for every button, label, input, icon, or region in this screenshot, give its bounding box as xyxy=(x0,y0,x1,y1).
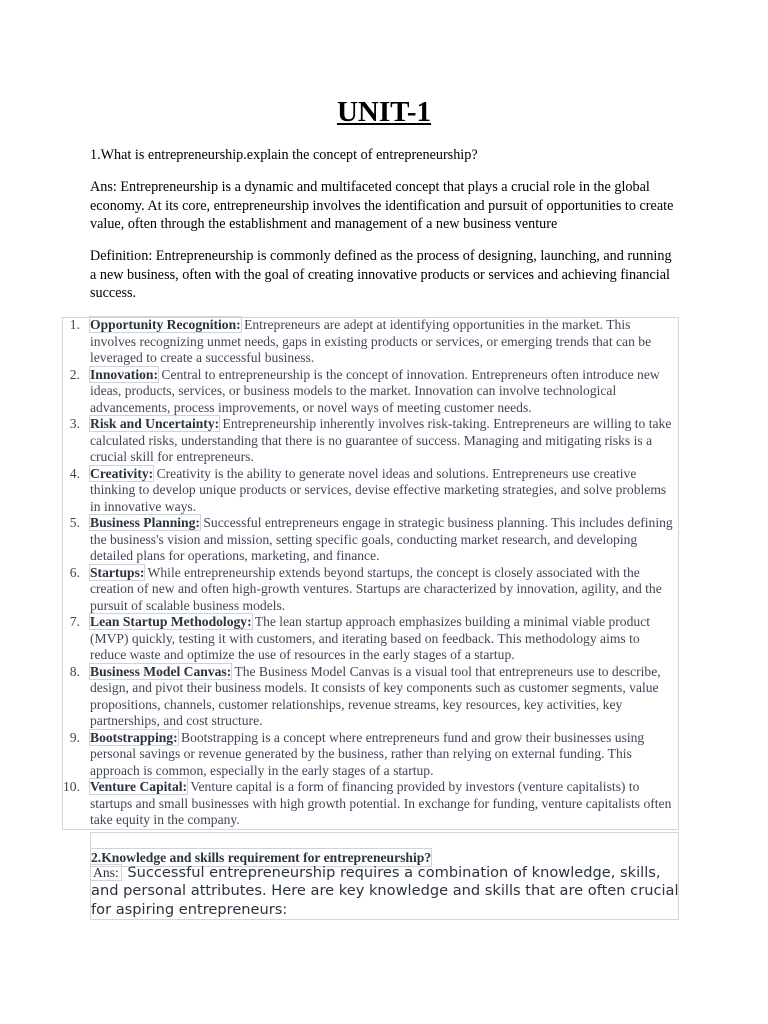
list-item-text: While entrepreneurship extends beyond startups, the concept is closely associated with the creation of new and often high-growth ventures. Startups are characterized by innovation, agility, and the pursuit of scalable business models. xyxy=(90,564,662,613)
list-item xyxy=(62,466,679,516)
list-item-number: 4. xyxy=(69,465,80,481)
list-item xyxy=(62,730,679,780)
concepts-list xyxy=(62,317,679,829)
list-item-term: Risk and Uncertainty: xyxy=(90,416,220,431)
list-item xyxy=(62,614,679,664)
answer-2-lead: Ans: xyxy=(93,865,119,880)
answer-1: Ans: Entrepreneurship is a dynamic and multifaceted concept that plays a crucial role in the global economy. At its core, entrepreneurship involves the identification and pursuit of opportunities to create value, often through the establishment and management of a new business venture xyxy=(90,179,674,233)
list-item-text: Central to entrepreneurship is the concept of innovation. Entrepreneurs often introduce new ideas, products, services, or business models to the market. Innovation can involve technological advancements, process improvements, or novel ways of meeting customer needs. xyxy=(90,366,660,415)
list-item xyxy=(62,779,679,829)
list-item-number: 5. xyxy=(69,515,80,530)
list-item xyxy=(62,367,679,417)
list-item xyxy=(62,515,679,565)
list-item-term: Bootstrapping: xyxy=(90,729,178,745)
list-item xyxy=(62,565,679,615)
list-item-text: Venture capital is a form of financing provided by investors (venture capitalists) to startups and small businesses with high growth potential. In exchange for funding, venture capitalists often take equity in the company. xyxy=(90,779,672,827)
list-item-number: 10. xyxy=(63,779,80,794)
list-item-text: The Business Model Canvas is a visual tool that entrepreneurs use to describe, design, and pivot their business models. It consists of key components such as customer segments, value propositions, channels, customer relationships, revenue streams, key resources, key activities, key partnerships, and cost structure. xyxy=(90,663,661,728)
list-item-text: Entrepreneurship inherently involves risk-taking. Entrepreneurs are willing to take calculated risks, understanding that there is no guarantee of success. Managing and mitigating risks is a crucial skill for entrepreneurs. xyxy=(90,416,672,464)
list-item-number: 1. xyxy=(69,317,80,332)
list-item-term: Business Model Canvas: xyxy=(90,663,232,679)
list-item-number: 7. xyxy=(69,614,80,629)
list-item-term: Venture Capital: xyxy=(90,779,188,794)
list-item-term: Innovation: xyxy=(90,366,158,382)
list-item-number: 8. xyxy=(69,663,80,679)
definition-paragraph: Definition: Entrepreneurship is commonly defined as the process of designing, launching, and running a new business, often with the goal of creating innovative products or services and achieving financial success. xyxy=(90,248,672,302)
list-item-term: Lean Startup Methodology: xyxy=(90,614,252,629)
question-1: 1.What is entrepreneurship.explain the concept of entrepreneurship? xyxy=(90,147,478,163)
list-item-number: 2. xyxy=(69,366,80,382)
question-2: 2.Knowledge and skills requirement for entrepreneurship? xyxy=(91,850,432,865)
list-item-text: The lean startup approach emphasizes building a minimal viable product (MVP) quickly, testing it with customers, and iterating based on feedback. This methodology aims to reduce waste and optimize the use of resources in the early stages of a startup. xyxy=(90,614,651,662)
list-item-number: 6. xyxy=(69,564,80,580)
page-title: UNIT-1 xyxy=(336,96,431,128)
list-item-number: 9. xyxy=(69,729,80,745)
list-item-term: Startups: xyxy=(90,564,145,580)
list-item-term: Opportunity Recognition: xyxy=(90,317,241,332)
list-item-text: Entrepreneurs are adept at identifying opportunities in the market. This involves recognizing unmet needs, gaps in existing products or services, or emerging trends that can be leveraged to create a successful business. xyxy=(90,317,652,365)
answer-2 xyxy=(91,864,681,919)
list-item-text: Bootstrapping is a concept where entrepreneurs fund and grow their businesses using personal savings or revenue generated by the business, rather than relying on external funding. This approach is common, especially in the early stages of a startup. xyxy=(90,729,645,778)
list-item-text: Successful entrepreneurs engage in strategic business planning. This includes defining the business's vision and mission, setting specific goals, conducting market research, and developing detailed plans for operations, marketing, and finance. xyxy=(90,515,673,563)
list-item xyxy=(62,664,679,730)
list-item-term: Creativity: xyxy=(90,465,154,481)
list-item xyxy=(62,416,679,466)
list-item-number: 3. xyxy=(69,416,80,431)
answer-2-text: Successful entrepreneurship requires a combination of knowledge, skills, and personal attributes. Here are key knowledge and skills that are often crucial for aspiring entrepreneurs: xyxy=(91,864,679,918)
list-item-term: Business Planning: xyxy=(90,515,200,530)
list-item-text: Creativity is the ability to generate novel ideas and solutions. Entrepreneurs use creative thinking to develop unique products or services, devise effective marketing strategies, and solve problems in innovative ways. xyxy=(90,465,667,514)
list-item xyxy=(62,317,679,367)
